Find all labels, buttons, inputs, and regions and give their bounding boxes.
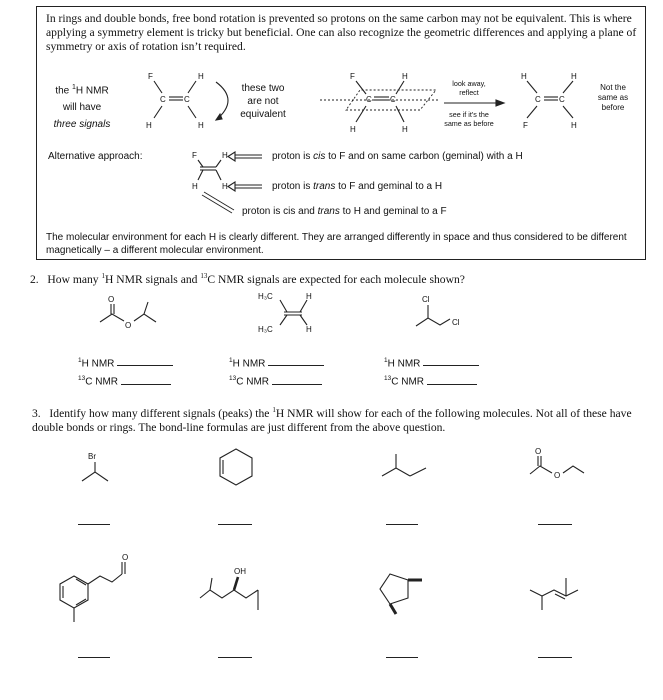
atom-label-h: H <box>350 125 356 134</box>
atom-label-c: C <box>184 95 190 104</box>
proton-trans-note: proton is trans to F and geminal to a H <box>272 181 443 192</box>
atom-label-o: O <box>535 447 542 456</box>
bromopropane-structure <box>78 450 118 486</box>
look-away-note: look away, reflect <box>452 79 486 97</box>
answer-blank[interactable] <box>78 524 110 525</box>
answer-blank[interactable] <box>538 524 572 525</box>
vinyl-fluoride-perspective <box>320 70 440 134</box>
atom-label-c: C <box>390 95 396 104</box>
atom-label-br: Br <box>88 452 96 461</box>
answer-block-2: $^1$H NMR $^{13}$C NMR <box>229 353 324 390</box>
atom-label-f: F <box>523 121 528 130</box>
answer-blank[interactable] <box>386 524 418 525</box>
not-equivalent-note: these two are not equivalent <box>240 83 286 120</box>
hnmr-three-signals-note: the $^1$H NMR will have three signals <box>53 84 111 131</box>
atom-label-f: F <box>148 72 153 81</box>
hnmr-answer-blank[interactable] <box>268 355 324 366</box>
atom-label-cl: Cl <box>452 318 460 327</box>
atom-label-f: F <box>350 72 355 81</box>
question-2-prompt: 2. How many $^1$H NMR signals and $^{13}$C NMR signals are expected for each molecule shown? <box>30 272 465 286</box>
atom-label-h: H <box>571 121 577 130</box>
atom-label-o: O <box>554 471 561 480</box>
atom-label-h: H <box>306 292 312 301</box>
question-3-prompt: 3. Identify how many different signals (peaks) the $^1$H NMR will show for each of the following molecules. Not all of these have double bonds or rings. The bond-line formulas are just different from the above question. <box>32 406 632 434</box>
cnmr-answer-blank[interactable] <box>427 374 477 385</box>
atom-label-h: H <box>402 72 408 81</box>
atom-label-c: C <box>559 95 565 104</box>
vinyl-fluoride-structure-1 <box>140 70 240 134</box>
ester-structure <box>98 294 168 334</box>
proton-cis-trans-note: proton is cis and trans to H and geminal to a F <box>242 206 447 217</box>
atom-label-c: C <box>535 95 541 104</box>
answer-blank[interactable] <box>218 657 252 658</box>
answer-block-1: $^1$H NMR $^{13}$C NMR <box>78 353 173 390</box>
answer-blank[interactable] <box>78 657 110 658</box>
atom-label-o: O <box>122 553 129 562</box>
atom-label-c: C <box>160 95 166 104</box>
atom-label-h: H <box>198 121 204 130</box>
propyl-formate-structure <box>528 446 588 486</box>
branched-alkene-structure <box>528 566 588 616</box>
atom-label-h: H <box>521 72 527 81</box>
atom-label-h3c: H₃C <box>258 325 273 334</box>
dimethylcyclopentane-structure <box>378 568 428 618</box>
answer-blank[interactable] <box>538 657 572 658</box>
atom-label-h: H <box>192 182 198 191</box>
atom-label-cl: Cl <box>422 295 430 304</box>
intro-paragraph: In rings and double bonds, free bond rotation is prevented so protons on the same carbon may not be equivalent. This is where applying a symmetry element is tricky but beneficial. One can also recognize the geometric differences and applying a plane of symmetry or axis of rotation isn’t required. <box>46 12 637 53</box>
atom-label-o: O <box>108 295 115 304</box>
atom-label-h: H <box>146 121 152 130</box>
hnmr-answer-blank[interactable] <box>423 355 479 366</box>
atom-label-h: H <box>198 72 204 81</box>
proton-cis-note: proton is cis to F and on same carbon (geminal) with a H <box>272 151 523 162</box>
atom-label-h: H <box>402 125 408 134</box>
see-if-same-note: see if it's the same as before <box>444 110 494 128</box>
cnmr-answer-blank[interactable] <box>121 374 171 385</box>
isobutane-structure <box>380 452 430 482</box>
branched-alcohol-structure <box>198 562 278 622</box>
reflect-arrow-icon <box>444 98 504 108</box>
atom-label-h: H <box>222 182 228 191</box>
atom-label-o: O <box>125 321 132 330</box>
cyclohexene-structure <box>216 445 256 489</box>
answer-blank[interactable] <box>386 657 418 658</box>
not-same-note: Not the same as before <box>597 83 629 112</box>
conclusion-paragraph: The molecular environment for each H is clearly different. They are arranged differently in space and thus considered to be different magnetically – a different molecular environment. <box>46 232 627 256</box>
dichloropropane-structure <box>408 294 478 334</box>
alternative-approach-label: Alternative approach: <box>48 151 143 162</box>
answer-blank[interactable] <box>218 524 252 525</box>
aryl-aldehyde-structure <box>50 550 140 640</box>
answer-block-3: $^1$H NMR $^{13}$C NMR <box>384 353 479 390</box>
atom-label-oh: OH <box>234 567 246 576</box>
atom-label-h: H <box>571 72 577 81</box>
atom-label-h: H <box>222 151 228 160</box>
vinyl-fluoride-alternative <box>190 148 270 212</box>
atom-label-h3c: H₃C <box>258 292 273 301</box>
atom-label-h: H <box>306 325 312 334</box>
atom-label-f: F <box>192 151 197 160</box>
dimethyl-alkene-structure <box>250 290 330 336</box>
vinyl-fluoride-reflected <box>515 70 587 134</box>
atom-label-c: C <box>366 95 372 104</box>
hnmr-answer-blank[interactable] <box>117 355 173 366</box>
cnmr-answer-blank[interactable] <box>272 374 322 385</box>
